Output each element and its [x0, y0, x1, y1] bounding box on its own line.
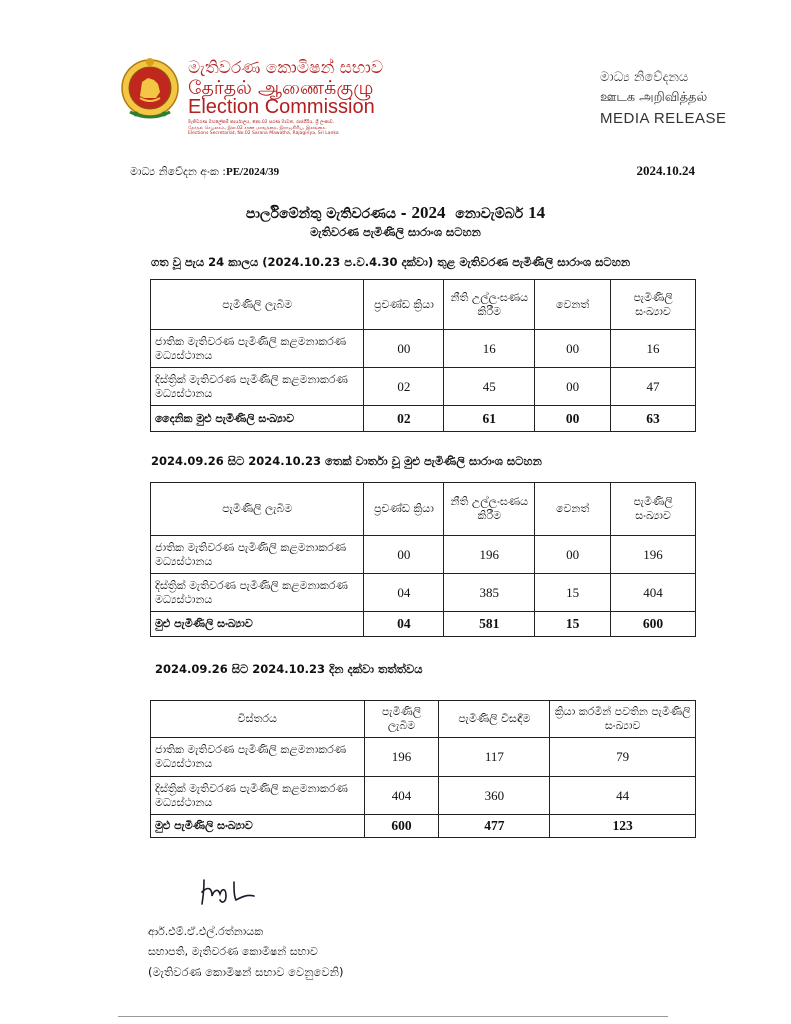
cell-value: 02	[364, 368, 444, 406]
cell-value: 45	[444, 368, 535, 406]
table-row	[151, 330, 696, 368]
table2-caption: 2024.09.26 සිට 2024.10.23 තෙක් වාර්තා වූ මුළු පැමිණිලි සාරාංශ සටහන	[151, 454, 542, 468]
total-value: 600	[611, 612, 696, 637]
cell-value: 15	[535, 574, 611, 612]
cell-value: 16	[444, 330, 535, 368]
table-row	[151, 738, 696, 777]
table3-caption: 2024.09.26 සිට 2024.10.23 දින දක්වා තත්ත්වය	[155, 662, 423, 676]
row-label: ජාතික මැතිවරණ පැමිණිලි කළමනාකරණ මධ්‍යස්ථානය	[151, 330, 364, 368]
total-value: 15	[535, 612, 611, 637]
table3-header: ක්‍රියා කරමින් පවතින පැමිණිලි සංඛ්‍යාව	[550, 701, 696, 738]
total-label: දෛනික මුළු පැමිණිලි සංඛ්‍යාව	[151, 406, 364, 432]
table-row	[151, 536, 696, 574]
cell-value: 196	[611, 536, 696, 574]
signer-title: සභාපති, මැතිවරණ කොමිෂන් සභාව	[148, 945, 318, 958]
total-value: 04	[364, 612, 444, 637]
cell-value: 00	[535, 536, 611, 574]
document-subtitle: මැතිවරණ පැමිණිලි සාරාංශ සටහන	[310, 225, 481, 239]
row-label: ජාතික මැතිවරණ පැමිණිලි කළමනාකරණ මධ්‍යස්ථානය	[151, 536, 364, 574]
table3-header: විස්තරය	[151, 701, 365, 738]
row-label: දිස්ත්‍රික් මැතිවරණ පැමිණිලි කළමනාකරණ මධ්‍යස්ථානය	[151, 777, 365, 815]
title-year: 2024	[411, 203, 446, 222]
title-day: 14	[528, 203, 546, 222]
table1-daily-complaints	[150, 279, 696, 432]
page-bottom-rule	[118, 1016, 668, 1017]
row-label: දිස්ත්‍රික් මැතිවරණ පැමිණිලි කළමනාකරණ මධ්‍යස්ථානය	[151, 368, 364, 406]
total-value: 02	[364, 406, 444, 432]
table1-header: ප්‍රචණ්ඩ ක්‍රියා	[364, 280, 444, 330]
cell-value: 196	[364, 738, 439, 777]
table1-header: පැමිණිලි සංඛ්‍යාව	[611, 280, 696, 330]
media-release-english: MEDIA RELEASE	[600, 110, 727, 127]
total-value: 63	[611, 406, 696, 432]
total-value: 477	[439, 815, 550, 838]
table2-header: වෙනත්	[535, 483, 611, 536]
total-value: 61	[444, 406, 535, 432]
total-value: 123	[550, 815, 696, 838]
table-row	[151, 368, 696, 406]
table2-total-complaints	[150, 482, 696, 637]
reference-label: මාධ්‍ය නිවේදන අංක :	[130, 165, 226, 178]
signer-name: ආර්.එම්.ඒ.එල්.රත්නායක	[148, 925, 264, 938]
cell-value: 00	[364, 330, 444, 368]
table-total-row	[151, 406, 696, 432]
total-label: මුළු පැමිණිලි සංඛ්‍යාව	[151, 612, 364, 637]
title-part1: පාර්ලිමේන්තු මැතිවරණය -	[245, 206, 407, 222]
table1-header: වෙනත්	[535, 280, 611, 330]
org-name-tamil: தேர்தல் ஆணைக்குழு	[188, 77, 374, 99]
total-label: මුළු පැමිණිලි සංඛ්‍යාව	[151, 815, 365, 838]
table2-header: ප්‍රචණ්ඩ ක්‍රියා	[364, 483, 444, 536]
table1-header: පැමිණිලි ලැබීම	[151, 280, 364, 330]
cell-value: 04	[364, 574, 444, 612]
signer-on-behalf: (මැතිවරණ කොමිෂන් සභාව වෙනුවෙනි)	[148, 965, 344, 979]
reference-number	[130, 165, 279, 179]
cell-value: 360	[439, 777, 550, 815]
table2-header: පැමිණිලි සංඛ්‍යාව	[611, 483, 696, 536]
cell-value: 00	[535, 368, 611, 406]
cell-value: 117	[439, 738, 550, 777]
cell-value: 00	[364, 536, 444, 574]
org-address-sinhala: මැතිවරණ මහලේකම් කාර්යාලය, නො.02 සරණ මාවත, රාජගිරිය, ශ්‍රී ලංකාව.	[188, 120, 335, 125]
org-name-sinhala: මැතිවරණ කොමිෂන් සභාව	[188, 58, 384, 78]
cell-value: 196	[444, 536, 535, 574]
org-address-tamil: தேர்தல் செயலகம், இல.02 சரண மாவத்தை, இராஜகிரிய, இலங்கை.	[188, 126, 327, 131]
total-value: 00	[535, 406, 611, 432]
media-release-tamil: ஊடக அறிவித்தல்	[600, 90, 708, 105]
total-value: 581	[444, 612, 535, 637]
table2-header: පැමිණිලි ලැබීම	[151, 483, 364, 536]
title-part2: නොවැම්බර්	[455, 206, 524, 222]
table3-header: පැමිණිලි විසඳීම	[439, 701, 550, 738]
total-value: 600	[364, 815, 439, 838]
cell-value: 16	[611, 330, 696, 368]
row-label: ජාතික මැතිවරණ පැමිණිලි කළමනාකරණ මධ්‍යස්ථානය	[151, 738, 365, 777]
cell-value: 44	[550, 777, 696, 815]
sri-lanka-emblem-icon	[118, 54, 182, 124]
table-row	[151, 574, 696, 612]
document-title	[0, 203, 791, 223]
cell-value: 404	[364, 777, 439, 815]
cell-value: 404	[611, 574, 696, 612]
table3-header: පැමිණිලි ලැබීම	[364, 701, 439, 738]
table-row	[151, 777, 696, 815]
table2-header: නීති උල්ලංඝණය කිරීම	[444, 483, 535, 536]
release-date: 2024.10.24	[636, 163, 695, 178]
cell-value: 385	[444, 574, 535, 612]
media-release-sinhala: මාධ්‍ය නිවේදනය	[600, 70, 689, 85]
cell-value: 47	[611, 368, 696, 406]
table3-status	[150, 700, 696, 838]
table-total-row	[151, 612, 696, 637]
handwritten-signature-icon	[200, 876, 262, 906]
org-address-english: Elections Secretariat, No.02 Sarana Mawatha, Rajagiriya, Sri Lanka	[188, 131, 339, 136]
org-name-english: Election Commission	[188, 96, 375, 118]
table1-caption: ගත වූ පැය 24 කාලය (2024.10.23 ප.ව.4.30 දක්වා) තුළ මැතිවරණ පැමිණිලි සාරාංශ සටහන	[151, 255, 631, 269]
cell-value: 00	[535, 330, 611, 368]
table-total-row	[151, 815, 696, 838]
cell-value: 79	[550, 738, 696, 777]
reference-value: PE/2024/39	[226, 166, 280, 178]
row-label: දිස්ත්‍රික් මැතිවරණ පැමිණිලි කළමනාකරණ මධ්‍යස්ථානය	[151, 574, 364, 612]
table1-header: නීති උල්ලංඝණය කිරීම	[444, 280, 535, 330]
